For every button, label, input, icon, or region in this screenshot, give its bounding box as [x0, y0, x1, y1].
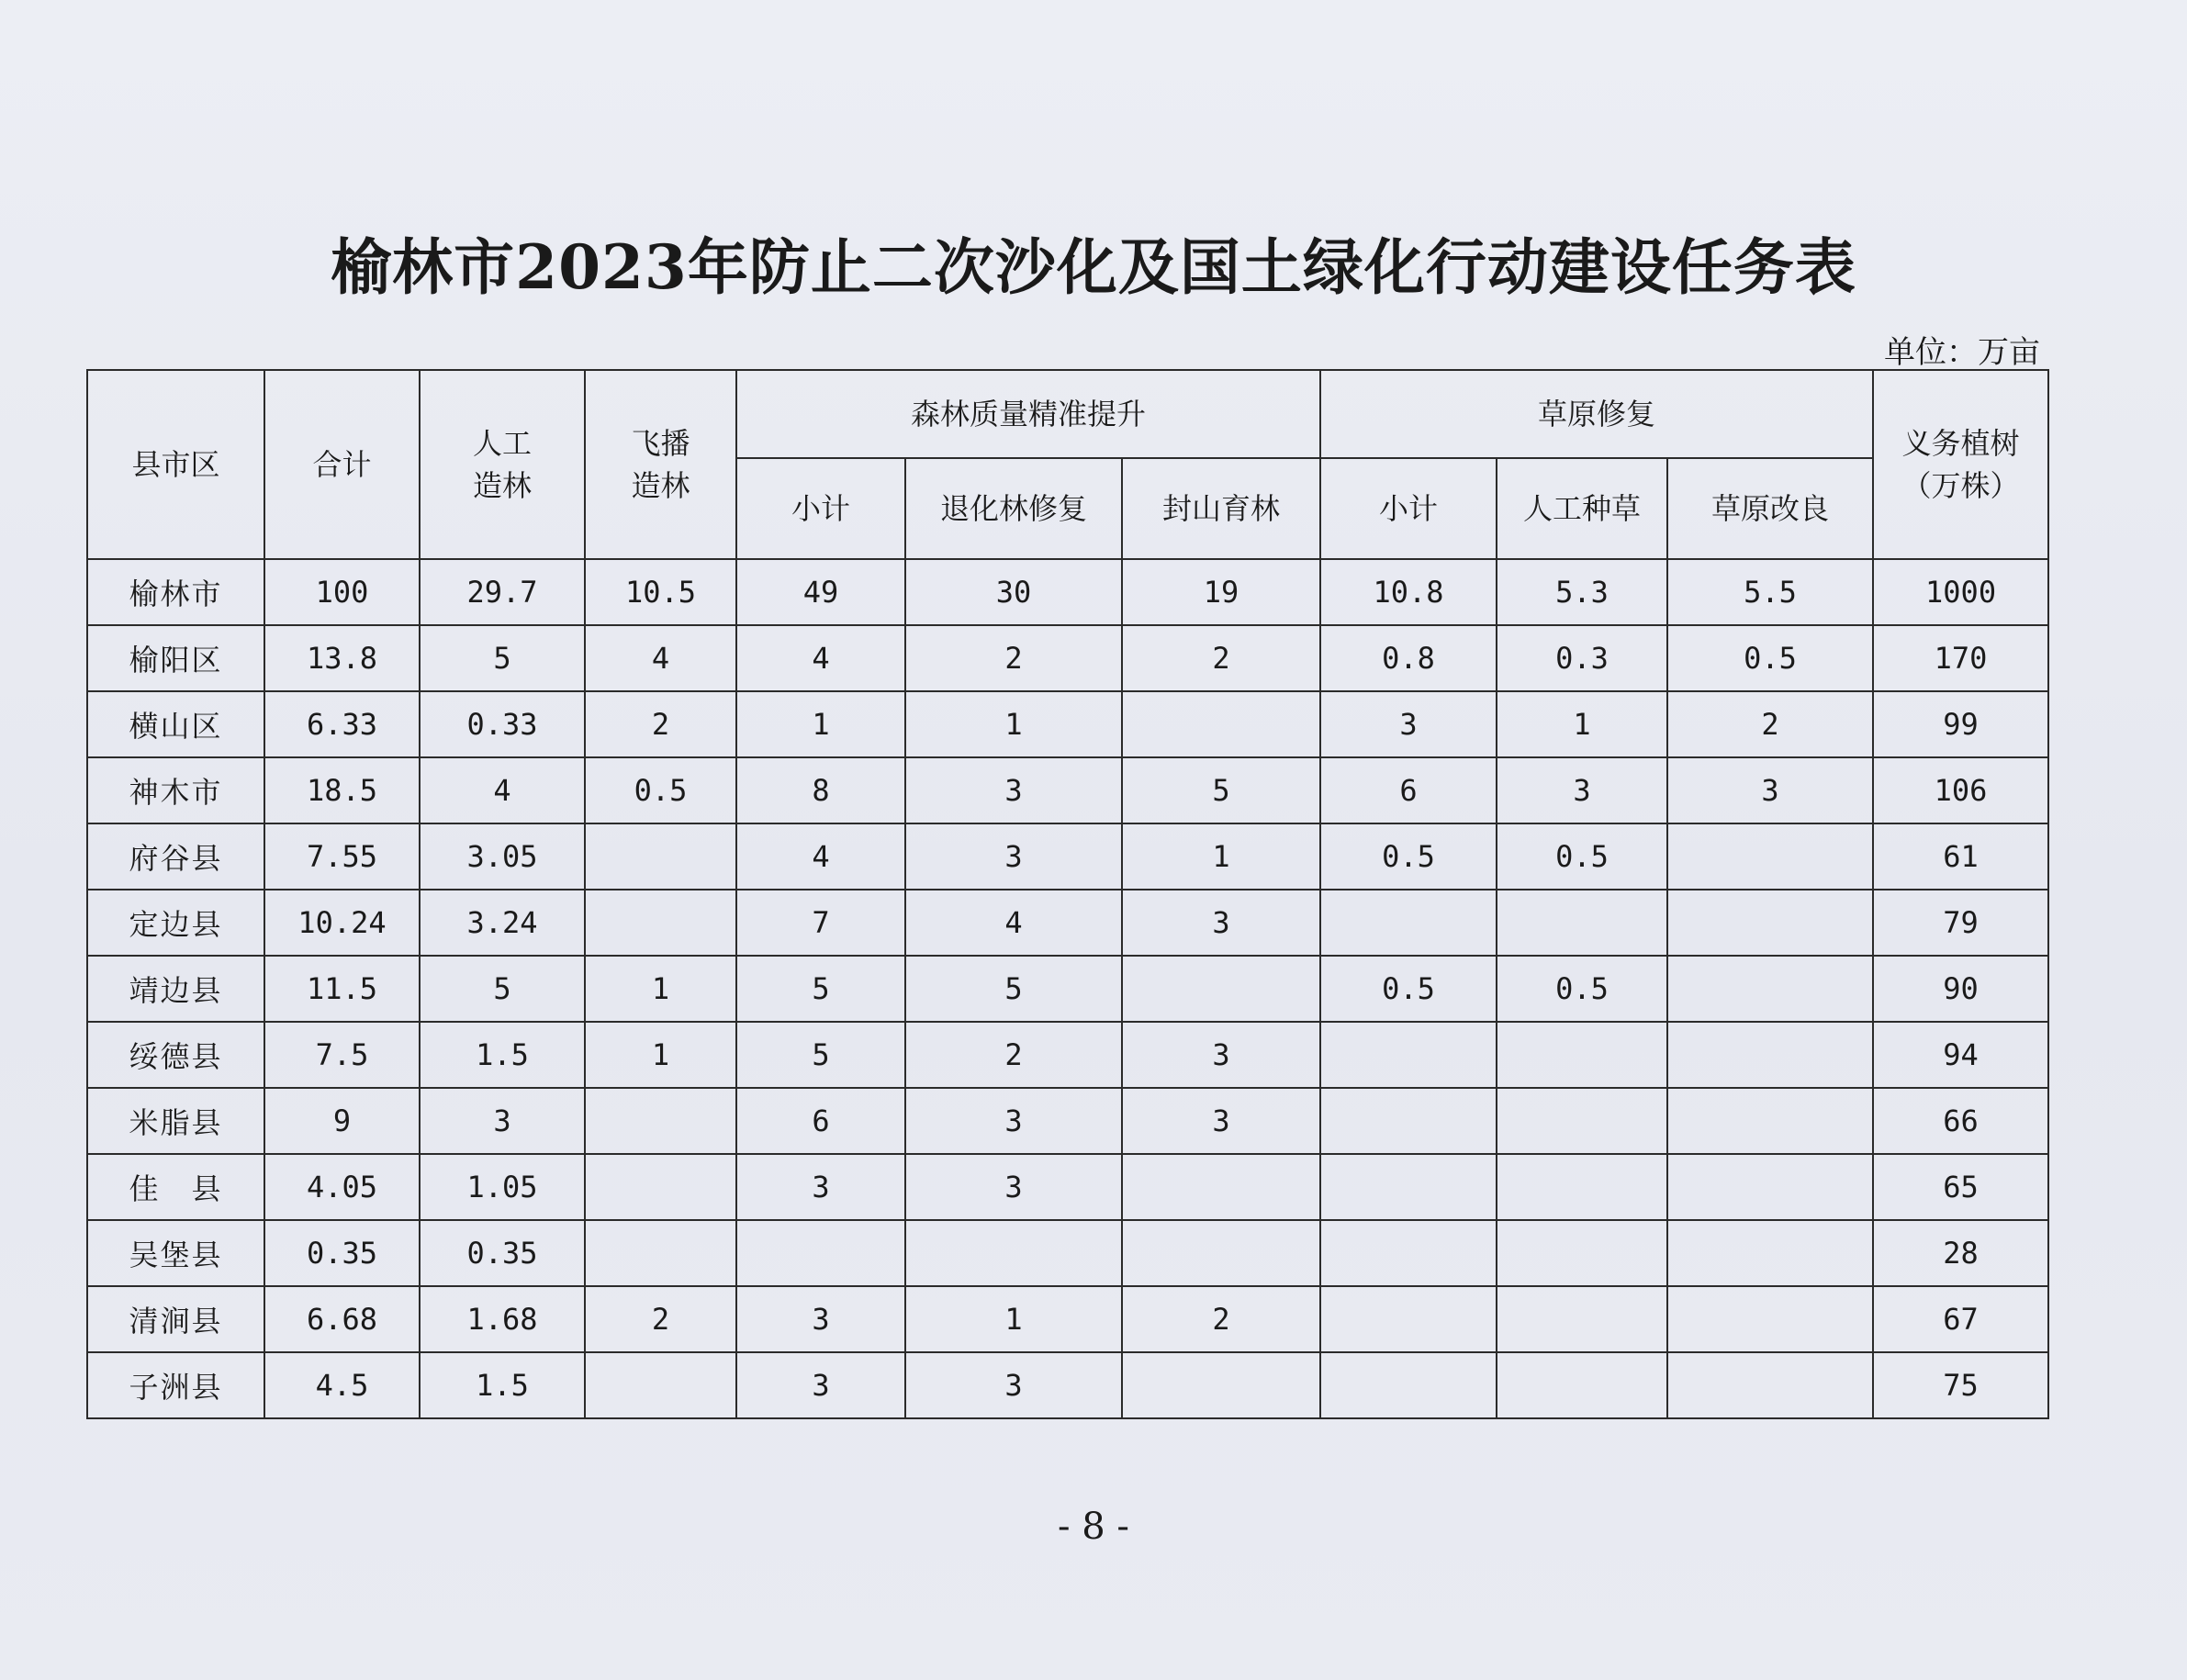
value-cell: 10.5 — [585, 559, 736, 625]
value-cell: 5 — [1122, 757, 1320, 823]
value-cell: 4 — [585, 625, 736, 691]
value-cell: 1 — [905, 691, 1122, 757]
value-cell: 2 — [1122, 1286, 1320, 1352]
header-forest-subtotal: 小计 — [736, 458, 905, 559]
value-cell — [585, 823, 736, 890]
value-cell: 10.8 — [1320, 559, 1497, 625]
county-name-cell: 榆林市 — [87, 559, 264, 625]
value-cell — [1122, 1220, 1320, 1286]
table-row — [87, 1352, 2048, 1418]
county-name-cell: 子洲县 — [87, 1352, 264, 1418]
value-cell: 3 — [1122, 1022, 1320, 1088]
header-total: 合计 — [264, 370, 420, 559]
value-cell — [1122, 691, 1320, 757]
value-cell: 6 — [736, 1088, 905, 1154]
value-cell: 170 — [1873, 625, 2048, 691]
page-number: - 8 - — [1058, 1506, 1129, 1548]
value-cell: 3 — [736, 1352, 905, 1418]
value-cell: 1 — [585, 1022, 736, 1088]
value-cell — [1497, 1286, 1667, 1352]
value-cell — [585, 890, 736, 956]
value-cell: 0.5 — [1320, 956, 1497, 1022]
value-cell: 6.33 — [264, 691, 420, 757]
value-cell: 1.68 — [420, 1286, 585, 1352]
value-cell: 4 — [736, 823, 905, 890]
table-row — [87, 625, 2048, 691]
value-cell: 3 — [905, 823, 1122, 890]
header-grassland-group: 草原修复 — [1320, 370, 1873, 458]
county-name-cell: 神木市 — [87, 757, 264, 823]
value-cell: 2 — [1122, 625, 1320, 691]
value-cell: 4.05 — [264, 1154, 420, 1220]
value-cell — [1497, 890, 1667, 956]
table-row — [87, 1154, 2048, 1220]
value-cell: 30 — [905, 559, 1122, 625]
value-cell — [1667, 1088, 1873, 1154]
value-cell: 3 — [905, 1154, 1122, 1220]
value-cell: 3 — [1122, 1088, 1320, 1154]
value-cell: 100 — [264, 559, 420, 625]
value-cell: 7.5 — [264, 1022, 420, 1088]
value-cell: 5 — [736, 956, 905, 1022]
value-cell: 3.24 — [420, 890, 585, 956]
header-tree-planting — [1873, 370, 2048, 559]
value-cell: 65 — [1873, 1154, 2048, 1220]
value-cell: 4.5 — [264, 1352, 420, 1418]
value-cell: 3 — [905, 1088, 1122, 1154]
value-cell — [905, 1220, 1122, 1286]
value-cell: 2 — [1667, 691, 1873, 757]
county-name-cell: 绥德县 — [87, 1022, 264, 1088]
value-cell: 3 — [736, 1154, 905, 1220]
value-cell: 1 — [1497, 691, 1667, 757]
value-cell — [1320, 1088, 1497, 1154]
value-cell: 66 — [1873, 1088, 2048, 1154]
value-cell — [1122, 956, 1320, 1022]
value-cell: 8 — [736, 757, 905, 823]
value-cell — [1320, 1352, 1497, 1418]
value-cell: 4 — [420, 757, 585, 823]
value-cell — [1497, 1220, 1667, 1286]
value-cell: 0.33 — [420, 691, 585, 757]
value-cell: 79 — [1873, 890, 2048, 956]
value-cell — [1122, 1352, 1320, 1418]
value-cell — [736, 1220, 905, 1286]
value-cell: 0.5 — [1320, 823, 1497, 890]
value-cell: 5.5 — [1667, 559, 1873, 625]
value-cell — [1320, 1220, 1497, 1286]
header-degraded-forest: 退化林修复 — [905, 458, 1122, 559]
value-cell: 9 — [264, 1088, 420, 1154]
header-artificial-grass: 人工种草 — [1497, 458, 1667, 559]
value-cell: 2 — [585, 1286, 736, 1352]
value-cell: 11.5 — [264, 956, 420, 1022]
county-name-cell: 佳 县 — [87, 1154, 264, 1220]
unit-label: 单位：万亩 — [1884, 334, 2040, 371]
header-tree-planting-text: 义务植树 （万株） — [1901, 426, 2020, 503]
header-grass-improvement: 草原改良 — [1667, 458, 1873, 559]
value-cell: 1.5 — [420, 1022, 585, 1088]
value-cell: 28 — [1873, 1220, 2048, 1286]
value-cell: 0.8 — [1320, 625, 1497, 691]
county-name-cell: 定边县 — [87, 890, 264, 956]
value-cell: 3.05 — [420, 823, 585, 890]
value-cell: 1 — [585, 956, 736, 1022]
value-cell — [1667, 956, 1873, 1022]
table-row — [87, 757, 2048, 823]
value-cell — [1320, 1286, 1497, 1352]
value-cell — [585, 1352, 736, 1418]
value-cell — [585, 1154, 736, 1220]
value-cell: 1.5 — [420, 1352, 585, 1418]
table-row — [87, 1220, 2048, 1286]
value-cell: 0.5 — [1497, 823, 1667, 890]
county-name-cell: 靖边县 — [87, 956, 264, 1022]
value-cell: 1000 — [1873, 559, 2048, 625]
value-cell: 3 — [1497, 757, 1667, 823]
value-cell: 4 — [905, 890, 1122, 956]
value-cell: 6 — [1320, 757, 1497, 823]
value-cell — [1497, 1352, 1667, 1418]
value-cell — [1667, 1220, 1873, 1286]
table-body — [87, 559, 2048, 1418]
value-cell: 75 — [1873, 1352, 2048, 1418]
value-cell: 0.35 — [264, 1220, 420, 1286]
value-cell: 99 — [1873, 691, 2048, 757]
value-cell: 3 — [1320, 691, 1497, 757]
value-cell — [585, 1220, 736, 1286]
table-row — [87, 1088, 2048, 1154]
value-cell — [1122, 1154, 1320, 1220]
value-cell: 0.5 — [585, 757, 736, 823]
value-cell: 1 — [905, 1286, 1122, 1352]
table-row — [87, 1022, 2048, 1088]
value-cell: 29.7 — [420, 559, 585, 625]
county-name-cell: 榆阳区 — [87, 625, 264, 691]
table-row — [87, 691, 2048, 757]
value-cell — [1667, 1286, 1873, 1352]
value-cell: 1 — [736, 691, 905, 757]
value-cell — [1667, 823, 1873, 890]
value-cell: 3 — [905, 1352, 1122, 1418]
value-cell: 2 — [585, 691, 736, 757]
value-cell — [1320, 1022, 1497, 1088]
header-artificial-text: 人工 造林 — [472, 426, 532, 503]
county-name-cell: 横山区 — [87, 691, 264, 757]
value-cell: 5 — [736, 1022, 905, 1088]
value-cell: 106 — [1873, 757, 2048, 823]
table-row — [87, 956, 2048, 1022]
value-cell: 5.3 — [1497, 559, 1667, 625]
table-row — [87, 890, 2048, 956]
header-forest-quality-group: 森林质量精准提升 — [736, 370, 1320, 458]
value-cell: 5 — [420, 625, 585, 691]
value-cell: 5 — [905, 956, 1122, 1022]
header-aerial-seeding — [585, 370, 736, 559]
value-cell: 3 — [736, 1286, 905, 1352]
county-name-cell: 府谷县 — [87, 823, 264, 890]
value-cell: 5 — [420, 956, 585, 1022]
value-cell — [1320, 1154, 1497, 1220]
value-cell — [585, 1088, 736, 1154]
header-grass-subtotal: 小计 — [1320, 458, 1497, 559]
document-title: 榆林市2023年防止二次沙化及国土绿化行动建设任务表 — [331, 231, 1856, 303]
value-cell — [1497, 1088, 1667, 1154]
value-cell: 0.35 — [420, 1220, 585, 1286]
value-cell: 3 — [420, 1088, 585, 1154]
value-cell: 67 — [1873, 1286, 2048, 1352]
table-row — [87, 1286, 2048, 1352]
value-cell: 2 — [905, 625, 1122, 691]
value-cell: 90 — [1873, 956, 2048, 1022]
value-cell: 94 — [1873, 1022, 2048, 1088]
value-cell: 2 — [905, 1022, 1122, 1088]
value-cell: 6.68 — [264, 1286, 420, 1352]
value-cell: 0.5 — [1497, 956, 1667, 1022]
table-row — [87, 559, 2048, 625]
county-name-cell: 吴堡县 — [87, 1220, 264, 1286]
table-row — [87, 823, 2048, 890]
value-cell: 19 — [1122, 559, 1320, 625]
value-cell — [1667, 1154, 1873, 1220]
value-cell — [1497, 1022, 1667, 1088]
value-cell: 49 — [736, 559, 905, 625]
value-cell — [1667, 1352, 1873, 1418]
value-cell — [1667, 1022, 1873, 1088]
value-cell: 3 — [1667, 757, 1873, 823]
value-cell: 61 — [1873, 823, 2048, 890]
value-cell — [1320, 890, 1497, 956]
value-cell: 4 — [736, 625, 905, 691]
value-cell: 1 — [1122, 823, 1320, 890]
value-cell: 1.05 — [420, 1154, 585, 1220]
value-cell: 18.5 — [264, 757, 420, 823]
task-table — [86, 369, 2049, 1419]
value-cell: 0.5 — [1667, 625, 1873, 691]
county-name-cell: 米脂县 — [87, 1088, 264, 1154]
header-county: 县市区 — [87, 370, 264, 559]
value-cell: 7 — [736, 890, 905, 956]
value-cell: 0.3 — [1497, 625, 1667, 691]
county-name-cell: 清涧县 — [87, 1286, 264, 1352]
header-mountain-closure: 封山育林 — [1122, 458, 1320, 559]
value-cell — [1667, 890, 1873, 956]
value-cell: 10.24 — [264, 890, 420, 956]
value-cell: 7.55 — [264, 823, 420, 890]
value-cell: 3 — [905, 757, 1122, 823]
value-cell: 3 — [1122, 890, 1320, 956]
header-aerial-text: 飞播 造林 — [631, 426, 690, 503]
value-cell — [1497, 1154, 1667, 1220]
header-artificial-afforestation — [420, 370, 585, 559]
value-cell: 13.8 — [264, 625, 420, 691]
